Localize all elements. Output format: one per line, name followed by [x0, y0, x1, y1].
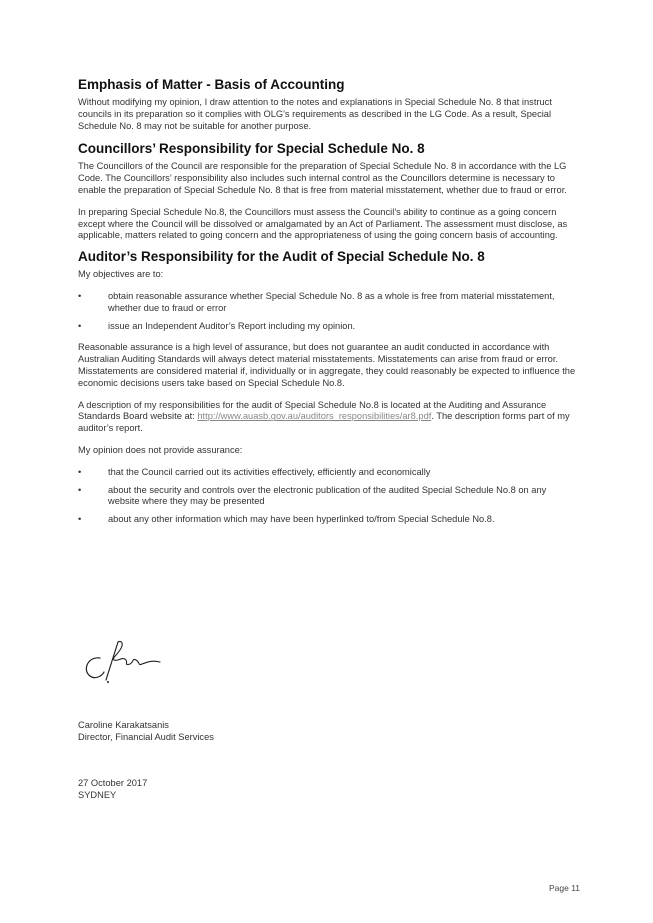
bullet-icon: • — [78, 320, 82, 331]
list-item-text: issue an Independent Auditor’s Report including my opinion. — [108, 320, 356, 331]
responsibilities-paragraph — [78, 400, 578, 435]
emphasis-heading: Emphasis of Matter - Basis of Accounting — [78, 77, 345, 92]
list-item — [78, 514, 578, 526]
list-item — [78, 321, 578, 333]
auditor-heading: Auditor’s Responsibility for the Audit of Special Schedule No. 8 — [78, 249, 485, 265]
signer-title: Director, Financial Audit Services — [78, 731, 214, 742]
report-date: 27 October 2017 — [78, 778, 148, 788]
report-place: SYDNEY — [78, 789, 117, 800]
responsibilities-text-post: . The description forms part of my auditor’s report. — [78, 411, 570, 434]
reasonable-assurance-paragraph: Reasonable assurance is a high level of assurance, but does not guarantee an audit conducted in accordance with Australian Auditing Standards will always detect material misstatements. Misstatements can arise from fraud or error. Misstatements are considered material if, individually or in aggregate, they could reasonably be expected to influence the economic decisions users take based on Special Schedule No.8. — [78, 342, 576, 388]
list-item — [78, 467, 578, 479]
bullet-icon: • — [78, 466, 82, 477]
emphasis-paragraph: Without modifying my opinion, I draw attention to the notes and explanations in Special Schedule No. 8 that instruct councils in its preparation so it complies with OLG's requirements as described in the LG Code. As a result, Special Schedule No. 8 may not be suitable for another purpose. — [78, 97, 552, 131]
assurance-list — [78, 467, 578, 526]
auasb-link[interactable]: http://www.auasb.gov.au/auditors_responsibilities/ar8.pdf — [197, 411, 432, 422]
bullet-icon: • — [78, 290, 82, 301]
list-item-text: obtain reasonable assurance whether Special Schedule No. 8 as a whole is free from material misstatement, whether due to fraud or error — [108, 290, 555, 313]
objectives-intro: My objectives are to: — [78, 269, 164, 280]
objectives-list — [78, 291, 578, 332]
list-item — [78, 291, 578, 315]
councillors-paragraph-2: In preparing Special Schedule No.8, the Councillors must assess the Council’s ability to continue as a going concern except where the Council will be dissolved or amalgamated by an Act of Parliament. The assessment must disclose, as applicable, matters related to going concern and the appropriateness of using the going concern basis of accounting. — [78, 206, 568, 241]
bullet-icon: • — [78, 484, 82, 495]
councillors-heading: Councillors’ Responsibility for Special Schedule No. 8 — [78, 141, 425, 157]
assurance-intro: My opinion does not provide assurance: — [78, 444, 243, 455]
signer-name: Caroline Karakatsanis — [78, 720, 169, 730]
list-item — [78, 485, 578, 509]
list-item-text: that the Council carried out its activities effectively, efficiently and economically — [108, 466, 431, 477]
signature-block — [78, 636, 188, 688]
date-place — [78, 778, 147, 802]
responsibilities-text-pre: A description of my responsibilities for the audit of Special Schedule No.8 is located at the Auditing and Assurance Standards Board website at: — [78, 399, 547, 422]
report-body — [78, 76, 578, 532]
signer-details — [78, 720, 214, 744]
councillors-paragraph-1: The Councillors of the Council are responsible for the preparation of Special Schedule No. 8 in accordance with the LG Code. The Councillors’ responsibility also includes such internal control as the Councillors determine is necessary to enable the preparation of Special Schedule No. 8 that is free from material misstatement, whether due to fraud or error. — [78, 161, 567, 195]
handwritten-signature-icon — [78, 636, 188, 688]
list-item-text: about any other information which may have been hyperlinked to/from Special Schedule No.8. — [108, 514, 495, 525]
list-item-text: about the security and controls over the electronic publication of the audited Special Schedule No.8 on any website where they may be presented — [108, 484, 547, 507]
page-number: Page 11 — [549, 883, 581, 893]
bullet-icon: • — [78, 514, 82, 525]
